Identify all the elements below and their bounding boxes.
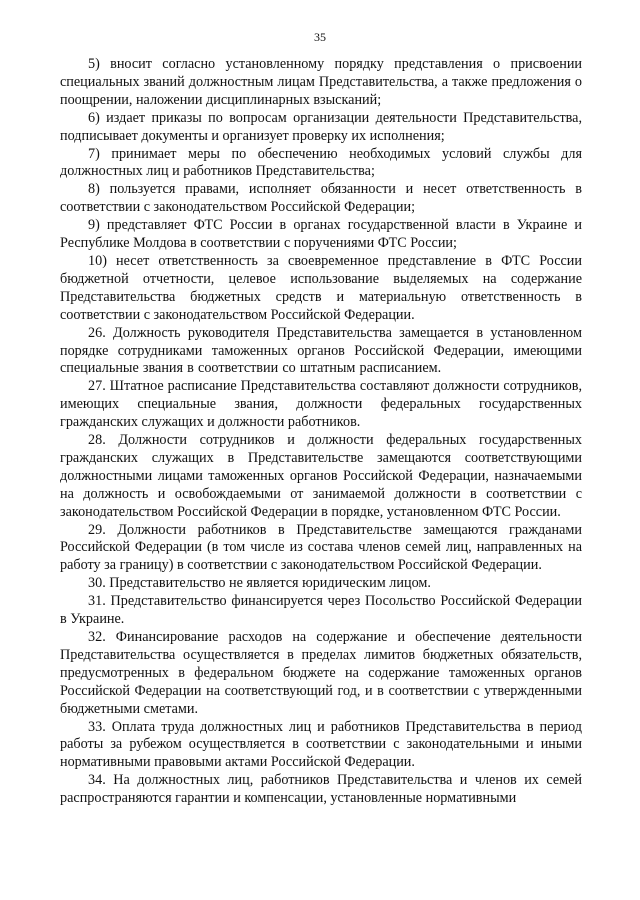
paragraph-34: 34. На должностных лиц, работников Представительства и членов их семей распространяются гарантии и компенсации, установленные нормативными (60, 772, 582, 807)
paragraph-item-7: 7) принимает меры по обеспечению необходимых условий службы для должностных лиц и работников Представительства; (60, 145, 582, 180)
page-number: 35 (314, 30, 326, 44)
paragraph-item-6: 6) издает приказы по вопросам организации деятельности Представительства, подписывает документы и организует проверку их исполнения; (60, 109, 582, 144)
paragraph-28: 28. Должности сотрудников и должности федеральных государственных гражданских служащих в Представительстве замещаются соответствующими должностными лицами таможенных органов Российской Федерации, назначаемыми на должность и освобождаемыми от занимаемой должности в соответствии с законодательством Российской Федерации в порядке, установленном ФТС России. (60, 432, 582, 520)
paragraph-item-10: 10) несет ответственность за своевременное представление в ФТС России бюджетной отчетности, целевое использование выделяемых на содержание Представительства бюджетных средств и материальную ответственность в соответствии с законодательством Российской Федерации. (60, 252, 582, 323)
paragraph-31: 31. Представительство финансируется через Посольство Российской Федерации в Украине. (60, 593, 582, 628)
paragraph-item-8: 8) пользуется правами, исполняет обязанности и несет ответственность в соответствии с законодательством Российской Федерации; (60, 181, 582, 216)
paragraph-30: 30. Представительство не является юридическим лицом. (88, 575, 431, 592)
document-body (60, 56, 582, 808)
paragraph-32: 32. Финансирование расходов на содержание и обеспечение деятельности Представительства осуществляется в пределах лимитов бюджетных обязательств, предусмотренных в федеральном бюджете на содержание таможенных органов Российской Федерации на соответствующий год, и в соответствии с утвержденными бюджетными сметами. (60, 629, 582, 717)
paragraph-item-5: 5) вносит согласно установленному порядку представления о присвоении специальных званий должностным лицам Представительства, а также предложения о поощрении, наложении дисциплинарных взысканий; (60, 56, 582, 108)
paragraph-26: 26. Должность руководителя Представительства замещается в установленном порядке сотрудниками таможенных органов Российской Федерации, имеющими специальные звания в соответствии со штатным расписанием. (60, 324, 582, 377)
paragraph-29: 29. Должности работников в Представительстве замещаются гражданами Российской Федерации (в том числе из состава членов семей лиц, направленных на работу за границу) в соответствии с законодательством Российской Федерации. (60, 521, 582, 574)
paragraph-27: 27. Штатное расписание Представительства составляют должности сотрудников, имеющих специальные звания, должности федеральных государственных гражданских служащих и должности работников. (60, 378, 582, 431)
paragraph-33: 33. Оплата труда должностных лиц и работников Представительства в период работы за рубежом осуществляется в соответствии с законодательными и иными нормативными правовыми актами Российской Федерации. (60, 718, 582, 771)
paragraph-item-9: 9) представляет ФТС России в органах государственной власти в Украине и Республике Молдова в соответствии с поручениями ФТС России; (60, 217, 582, 252)
